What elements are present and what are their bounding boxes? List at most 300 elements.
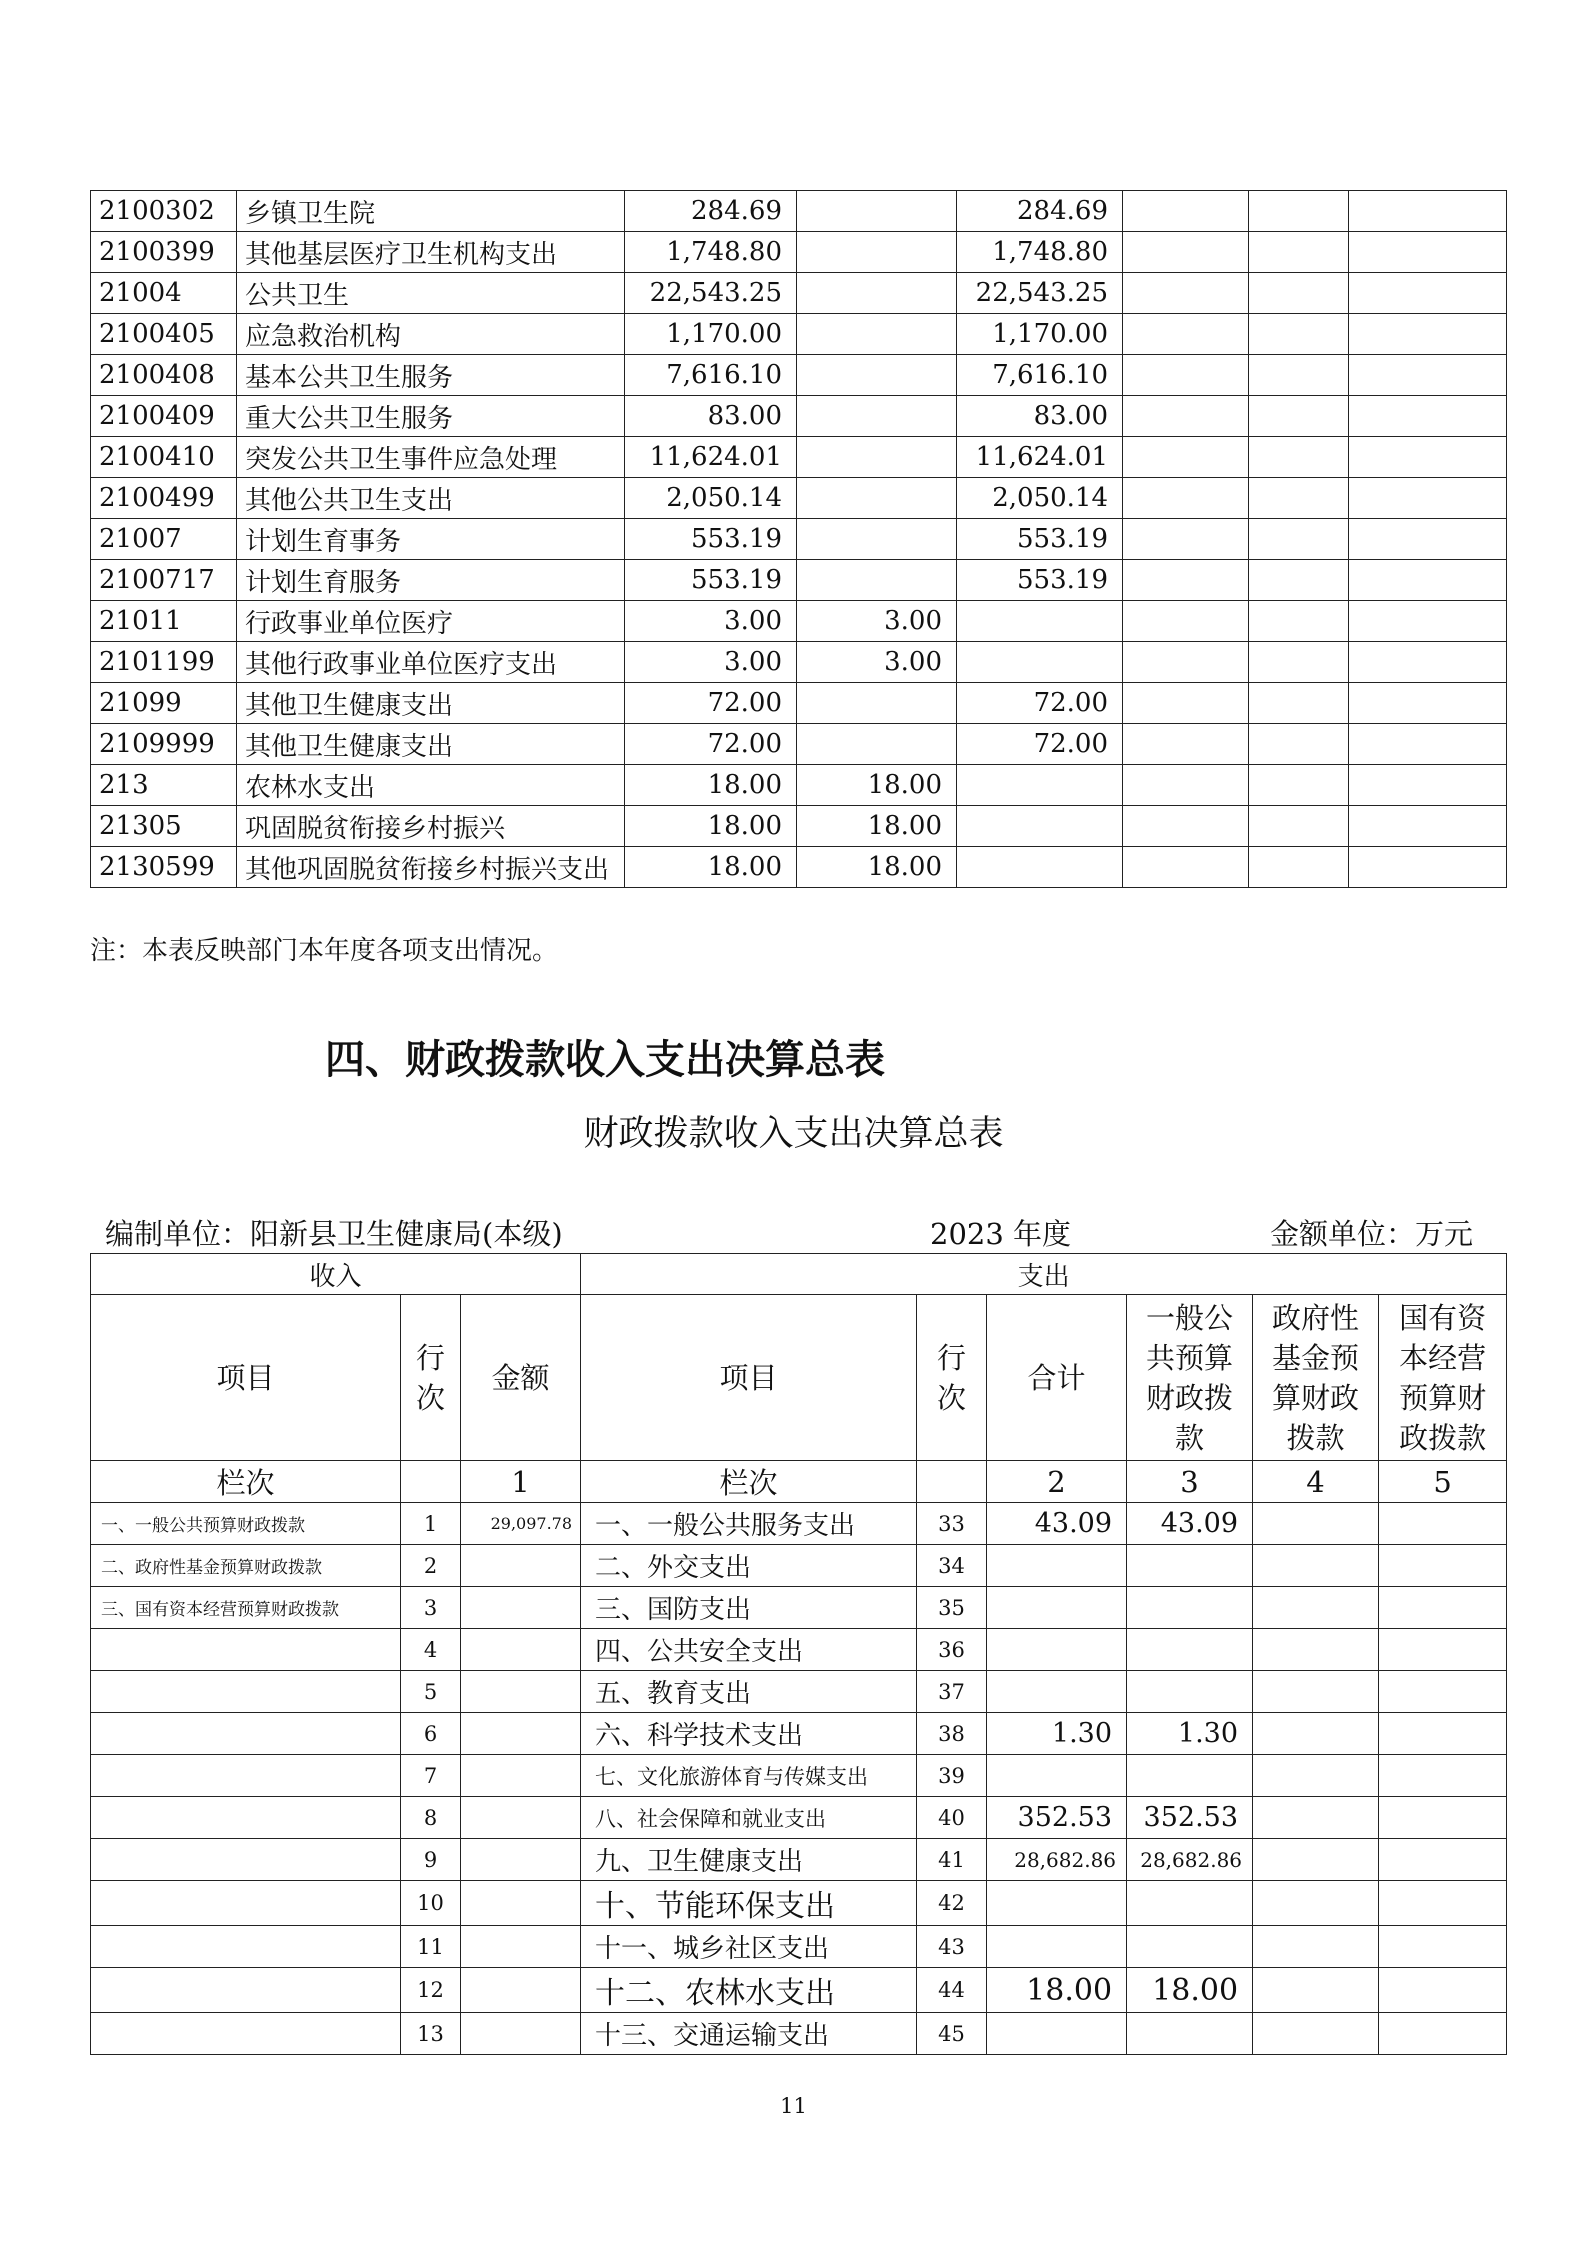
expense-total: 352.53 <box>987 1797 1127 1839</box>
row-empty <box>1349 724 1507 765</box>
state-capital-header: 国有资本经营预算财政拨款 <box>1379 1295 1507 1461</box>
expense-fund <box>1253 1545 1379 1587</box>
income-amount <box>461 2013 581 2055</box>
row-project: 72.00 <box>957 683 1123 724</box>
income-amount <box>461 1629 581 1671</box>
row-code: 21007 <box>91 519 237 560</box>
row-total: 18.00 <box>625 806 797 847</box>
row-code: 2100717 <box>91 560 237 601</box>
income-amount-header: 金额 <box>461 1295 581 1461</box>
expense-state <box>1379 1671 1507 1713</box>
row-total: 1,748.80 <box>625 232 797 273</box>
row-total: 2,050.14 <box>625 478 797 519</box>
table-row <box>91 642 1507 683</box>
expense-state <box>1379 1629 1507 1671</box>
income-item: 三、国有资本经营预算财政拨款 <box>91 1587 401 1629</box>
table-row <box>91 478 1507 519</box>
row-empty <box>1123 560 1249 601</box>
expense-total <box>987 1545 1127 1587</box>
row-total: 284.69 <box>625 191 797 232</box>
expense-item: 七、文化旅游体育与传媒支出 <box>581 1755 917 1797</box>
row-empty <box>1123 847 1249 888</box>
income-amount <box>461 1587 581 1629</box>
row-project: 22,543.25 <box>957 273 1123 314</box>
col-amount-no: 1 <box>461 1461 581 1503</box>
row-project: 284.69 <box>957 191 1123 232</box>
expense-state <box>1379 1797 1507 1839</box>
income-item: 二、政府性基金预算财政拨款 <box>91 1545 401 1587</box>
row-total: 18.00 <box>625 765 797 806</box>
expense-state <box>1379 1713 1507 1755</box>
table-row <box>91 314 1507 355</box>
table-row <box>91 191 1507 232</box>
expense-general <box>1127 1671 1253 1713</box>
income-item <box>91 1968 401 2013</box>
income-row-no: 11 <box>401 1926 461 1968</box>
row-empty <box>1123 765 1249 806</box>
row-code: 2100405 <box>91 314 237 355</box>
expense-row-no: 38 <box>917 1713 987 1755</box>
row-code: 2109999 <box>91 724 237 765</box>
income-row-no: 7 <box>401 1755 461 1797</box>
row-basic <box>797 478 957 519</box>
expense-item: 一、一般公共服务支出 <box>581 1503 917 1545</box>
expense-state <box>1379 1503 1507 1545</box>
table-row <box>91 1503 1507 1545</box>
row-total: 72.00 <box>625 724 797 765</box>
income-amount: 29,097.78 <box>461 1503 581 1545</box>
col-state-no: 5 <box>1379 1461 1507 1503</box>
table-row <box>91 2013 1507 2055</box>
fiscal-summary-body <box>91 1503 1507 2055</box>
table-row <box>91 1545 1507 1587</box>
row-basic: 3.00 <box>797 601 957 642</box>
expense-fund <box>1253 1587 1379 1629</box>
expense-item: 九、卫生健康支出 <box>581 1839 917 1881</box>
expense-item: 三、国防支出 <box>581 1587 917 1629</box>
col-fund-no: 4 <box>1253 1461 1379 1503</box>
row-empty <box>1349 191 1507 232</box>
expense-total <box>987 2013 1127 2055</box>
row-total: 72.00 <box>625 683 797 724</box>
row-total: 553.19 <box>625 560 797 601</box>
expense-total <box>987 1926 1127 1968</box>
income-row-no: 9 <box>401 1839 461 1881</box>
row-total: 7,616.10 <box>625 355 797 396</box>
income-amount <box>461 1797 581 1839</box>
row-empty <box>1249 232 1349 273</box>
row-empty <box>1249 478 1349 519</box>
fiscal-summary-table <box>90 1253 1507 2055</box>
expense-general <box>1127 1629 1253 1671</box>
row-empty <box>1249 683 1349 724</box>
expense-item: 四、公共安全支出 <box>581 1629 917 1671</box>
table-row <box>91 355 1507 396</box>
expense-row-no: 37 <box>917 1671 987 1713</box>
row-project: 11,624.01 <box>957 437 1123 478</box>
expense-general <box>1127 1545 1253 1587</box>
row-project: 1,170.00 <box>957 314 1123 355</box>
income-item <box>91 1926 401 1968</box>
table-row <box>91 1629 1507 1671</box>
income-amount <box>461 1755 581 1797</box>
table-row <box>91 1968 1507 2013</box>
expense-fund <box>1253 1629 1379 1671</box>
row-total: 18.00 <box>625 847 797 888</box>
income-row-no: 3 <box>401 1587 461 1629</box>
expense-item: 十一、城乡社区支出 <box>581 1926 917 1968</box>
row-code: 2100409 <box>91 396 237 437</box>
expense-general: 43.09 <box>1127 1503 1253 1545</box>
income-amount <box>461 1926 581 1968</box>
expense-item: 五、教育支出 <box>581 1671 917 1713</box>
row-name: 应急救治机构 <box>237 314 625 355</box>
col-exp-label: 栏次 <box>581 1461 917 1503</box>
row-name: 行政事业单位医疗 <box>237 601 625 642</box>
row-empty <box>1249 560 1349 601</box>
row-empty <box>1123 191 1249 232</box>
income-row-no-header: 行次 <box>401 1295 461 1461</box>
expense-row-no: 39 <box>917 1755 987 1797</box>
row-code: 2100302 <box>91 191 237 232</box>
row-empty <box>1349 683 1507 724</box>
expense-total <box>987 1629 1127 1671</box>
row-total: 3.00 <box>625 642 797 683</box>
income-amount <box>461 1968 581 2013</box>
expense-general <box>1127 2013 1253 2055</box>
expense-general <box>1127 1881 1253 1926</box>
row-code: 2130599 <box>91 847 237 888</box>
expense-item: 十三、交通运输支出 <box>581 2013 917 2055</box>
table-row <box>91 806 1507 847</box>
row-basic: 18.00 <box>797 847 957 888</box>
row-basic <box>797 191 957 232</box>
table-row <box>91 273 1507 314</box>
row-empty <box>1349 847 1507 888</box>
expense-row-no: 34 <box>917 1545 987 1587</box>
expense-general: 18.00 <box>1127 1968 1253 2013</box>
table-row <box>91 683 1507 724</box>
col-exp-empty <box>917 1461 987 1503</box>
expense-fund <box>1253 2013 1379 2055</box>
fiscal-year: 2023 年度 <box>930 1217 1072 1251</box>
row-empty <box>1349 396 1507 437</box>
page-number: 11 <box>780 2094 807 2118</box>
row-code: 2100499 <box>91 478 237 519</box>
table-note: 注：本表反映部门本年度各项支出情况。 <box>90 936 559 966</box>
income-item <box>91 1755 401 1797</box>
expense-total <box>987 1671 1127 1713</box>
total-header: 合计 <box>987 1295 1127 1461</box>
income-amount <box>461 1545 581 1587</box>
row-empty <box>1249 765 1349 806</box>
row-code: 2100399 <box>91 232 237 273</box>
expense-general <box>1127 1587 1253 1629</box>
expense-state <box>1379 1926 1507 1968</box>
col-general-no: 3 <box>1127 1461 1253 1503</box>
expense-row-no-header: 行次 <box>917 1295 987 1461</box>
expense-row-no: 33 <box>917 1503 987 1545</box>
row-empty <box>1349 642 1507 683</box>
row-code: 21305 <box>91 806 237 847</box>
row-basic <box>797 396 957 437</box>
row-total: 22,543.25 <box>625 273 797 314</box>
expense-state <box>1379 1545 1507 1587</box>
expense-general <box>1127 1755 1253 1797</box>
expense-row-no: 35 <box>917 1587 987 1629</box>
table-row <box>91 232 1507 273</box>
expense-total: 18.00 <box>987 1968 1127 2013</box>
row-basic: 3.00 <box>797 642 957 683</box>
col-label: 栏次 <box>91 1461 401 1503</box>
row-empty <box>1249 806 1349 847</box>
income-amount <box>461 1671 581 1713</box>
row-empty <box>1249 724 1349 765</box>
expense-state <box>1379 1839 1507 1881</box>
row-empty <box>1249 601 1349 642</box>
row-name: 其他卫生健康支出 <box>237 683 625 724</box>
table-row <box>91 1797 1507 1839</box>
income-item <box>91 1839 401 1881</box>
expense-row-no: 45 <box>917 2013 987 2055</box>
row-empty <box>1349 601 1507 642</box>
income-row-no: 8 <box>401 1797 461 1839</box>
section-title: 四、财政拨款收入支出决算总表 <box>325 1037 885 1083</box>
income-row-no: 12 <box>401 1968 461 2013</box>
expense-state <box>1379 2013 1507 2055</box>
expense-state <box>1379 1968 1507 2013</box>
row-name: 巩固脱贫衔接乡村振兴 <box>237 806 625 847</box>
row-empty <box>1249 437 1349 478</box>
section-header-row <box>91 1254 1507 1295</box>
row-empty <box>1123 314 1249 355</box>
expenditure-detail-body <box>91 191 1507 888</box>
row-empty <box>1349 273 1507 314</box>
income-row-no: 13 <box>401 2013 461 2055</box>
table-row <box>91 1713 1507 1755</box>
table-row <box>91 601 1507 642</box>
col-empty <box>401 1461 461 1503</box>
expense-general: 352.53 <box>1127 1797 1253 1839</box>
expense-row-no: 43 <box>917 1926 987 1968</box>
row-empty <box>1349 232 1507 273</box>
row-project: 83.00 <box>957 396 1123 437</box>
table-row <box>91 1926 1507 1968</box>
row-project: 7,616.10 <box>957 355 1123 396</box>
expense-general: 28,682.86 <box>1127 1839 1253 1881</box>
expense-row-no: 40 <box>917 1797 987 1839</box>
row-empty <box>1349 355 1507 396</box>
expense-state <box>1379 1755 1507 1797</box>
row-empty <box>1123 683 1249 724</box>
table-row <box>91 1755 1507 1797</box>
row-empty <box>1123 355 1249 396</box>
income-item <box>91 1881 401 1926</box>
expense-total: 28,682.86 <box>987 1839 1127 1881</box>
income-item <box>91 1713 401 1755</box>
row-name: 基本公共卫生服务 <box>237 355 625 396</box>
income-row-no: 2 <box>401 1545 461 1587</box>
table-row <box>91 1881 1507 1926</box>
row-code: 21004 <box>91 273 237 314</box>
row-project: 1,748.80 <box>957 232 1123 273</box>
row-code: 2101199 <box>91 642 237 683</box>
row-code: 21011 <box>91 601 237 642</box>
income-row-no: 4 <box>401 1629 461 1671</box>
fund-budget-header: 政府性基金预算财政拨款 <box>1253 1295 1379 1461</box>
expense-total: 43.09 <box>987 1503 1127 1545</box>
row-empty <box>1249 396 1349 437</box>
expense-total <box>987 1587 1127 1629</box>
row-basic: 18.00 <box>797 806 957 847</box>
expense-item: 二、外交支出 <box>581 1545 917 1587</box>
expense-item: 十、节能环保支出 <box>581 1881 917 1926</box>
income-amount <box>461 1881 581 1926</box>
table-row <box>91 1587 1507 1629</box>
table-row <box>91 1839 1507 1881</box>
expense-general <box>1127 1926 1253 1968</box>
compiling-unit: 编制单位：阳新县卫生健康局(本级) <box>105 1217 563 1251</box>
expense-fund <box>1253 1968 1379 2013</box>
income-item <box>91 2013 401 2055</box>
row-empty <box>1249 847 1349 888</box>
income-row-no: 10 <box>401 1881 461 1926</box>
row-total: 83.00 <box>625 396 797 437</box>
income-item-header: 项目 <box>91 1295 401 1461</box>
row-name: 乡镇卫生院 <box>237 191 625 232</box>
income-item <box>91 1629 401 1671</box>
row-name: 其他巩固脱贫衔接乡村振兴支出 <box>237 847 625 888</box>
row-empty <box>1123 519 1249 560</box>
expense-fund <box>1253 1797 1379 1839</box>
row-project <box>957 765 1123 806</box>
income-item: 一、一般公共预算财政拨款 <box>91 1503 401 1545</box>
row-basic <box>797 232 957 273</box>
row-empty <box>1123 232 1249 273</box>
row-empty <box>1249 642 1349 683</box>
row-empty <box>1123 396 1249 437</box>
row-empty <box>1249 273 1349 314</box>
row-project <box>957 847 1123 888</box>
expense-total <box>987 1755 1127 1797</box>
table-title: 财政拨款收入支出决算总表 <box>583 1114 1004 1154</box>
expense-general: 1.30 <box>1127 1713 1253 1755</box>
expense-item: 十二、农林水支出 <box>581 1968 917 2013</box>
row-empty <box>1123 601 1249 642</box>
row-empty <box>1123 806 1249 847</box>
row-code: 213 <box>91 765 237 806</box>
row-name: 其他行政事业单位医疗支出 <box>237 642 625 683</box>
table-row <box>91 765 1507 806</box>
row-project: 72.00 <box>957 724 1123 765</box>
row-name: 计划生育事务 <box>237 519 625 560</box>
row-basic <box>797 683 957 724</box>
col-total-no: 2 <box>987 1461 1127 1503</box>
general-budget-header: 一般公共预算财政拨款 <box>1127 1295 1253 1461</box>
row-project <box>957 806 1123 847</box>
row-total: 11,624.01 <box>625 437 797 478</box>
row-empty <box>1349 478 1507 519</box>
row-total: 553.19 <box>625 519 797 560</box>
expense-row-no: 36 <box>917 1629 987 1671</box>
row-empty <box>1249 355 1349 396</box>
row-empty <box>1249 314 1349 355</box>
row-empty <box>1349 765 1507 806</box>
income-header: 收入 <box>91 1254 581 1295</box>
row-total: 3.00 <box>625 601 797 642</box>
row-empty <box>1349 437 1507 478</box>
table-row <box>91 1671 1507 1713</box>
expense-fund <box>1253 1926 1379 1968</box>
row-name: 公共卫生 <box>237 273 625 314</box>
row-empty <box>1123 724 1249 765</box>
column-number-row <box>91 1461 1507 1503</box>
expense-item: 六、科学技术支出 <box>581 1713 917 1755</box>
row-name: 计划生育服务 <box>237 560 625 601</box>
row-empty <box>1349 560 1507 601</box>
row-project <box>957 601 1123 642</box>
row-basic <box>797 273 957 314</box>
expense-fund <box>1253 1755 1379 1797</box>
table-row <box>91 396 1507 437</box>
expense-header: 支出 <box>581 1254 1507 1295</box>
column-header-row <box>91 1295 1507 1461</box>
row-code: 2100408 <box>91 355 237 396</box>
row-empty <box>1349 314 1507 355</box>
table-row <box>91 847 1507 888</box>
income-row-no: 6 <box>401 1713 461 1755</box>
expense-row-no: 41 <box>917 1839 987 1881</box>
row-name: 重大公共卫生服务 <box>237 396 625 437</box>
table-row <box>91 560 1507 601</box>
amount-unit: 金额单位：万元 <box>1270 1217 1474 1251</box>
row-empty <box>1123 437 1249 478</box>
expense-item: 八、社会保障和就业支出 <box>581 1797 917 1839</box>
income-amount <box>461 1839 581 1881</box>
income-item <box>91 1671 401 1713</box>
expense-fund <box>1253 1881 1379 1926</box>
row-empty <box>1249 191 1349 232</box>
row-project <box>957 642 1123 683</box>
expense-total: 1.30 <box>987 1713 1127 1755</box>
expense-fund <box>1253 1839 1379 1881</box>
expense-state <box>1379 1587 1507 1629</box>
table-row <box>91 724 1507 765</box>
row-code: 21099 <box>91 683 237 724</box>
row-empty <box>1249 519 1349 560</box>
row-basic <box>797 560 957 601</box>
row-basic <box>797 437 957 478</box>
row-empty <box>1349 519 1507 560</box>
expense-row-no: 42 <box>917 1881 987 1926</box>
row-project: 553.19 <box>957 519 1123 560</box>
expense-state <box>1379 1881 1507 1926</box>
income-row-no: 1 <box>401 1503 461 1545</box>
row-empty <box>1123 273 1249 314</box>
income-item <box>91 1797 401 1839</box>
expense-item-header: 项目 <box>581 1295 917 1461</box>
table-row <box>91 519 1507 560</box>
expense-row-no: 44 <box>917 1968 987 2013</box>
row-basic <box>797 314 957 355</box>
row-name: 其他卫生健康支出 <box>237 724 625 765</box>
row-name: 农林水支出 <box>237 765 625 806</box>
income-amount <box>461 1713 581 1755</box>
table-row <box>91 437 1507 478</box>
row-basic <box>797 724 957 765</box>
row-name: 其他公共卫生支出 <box>237 478 625 519</box>
expense-total <box>987 1881 1127 1926</box>
